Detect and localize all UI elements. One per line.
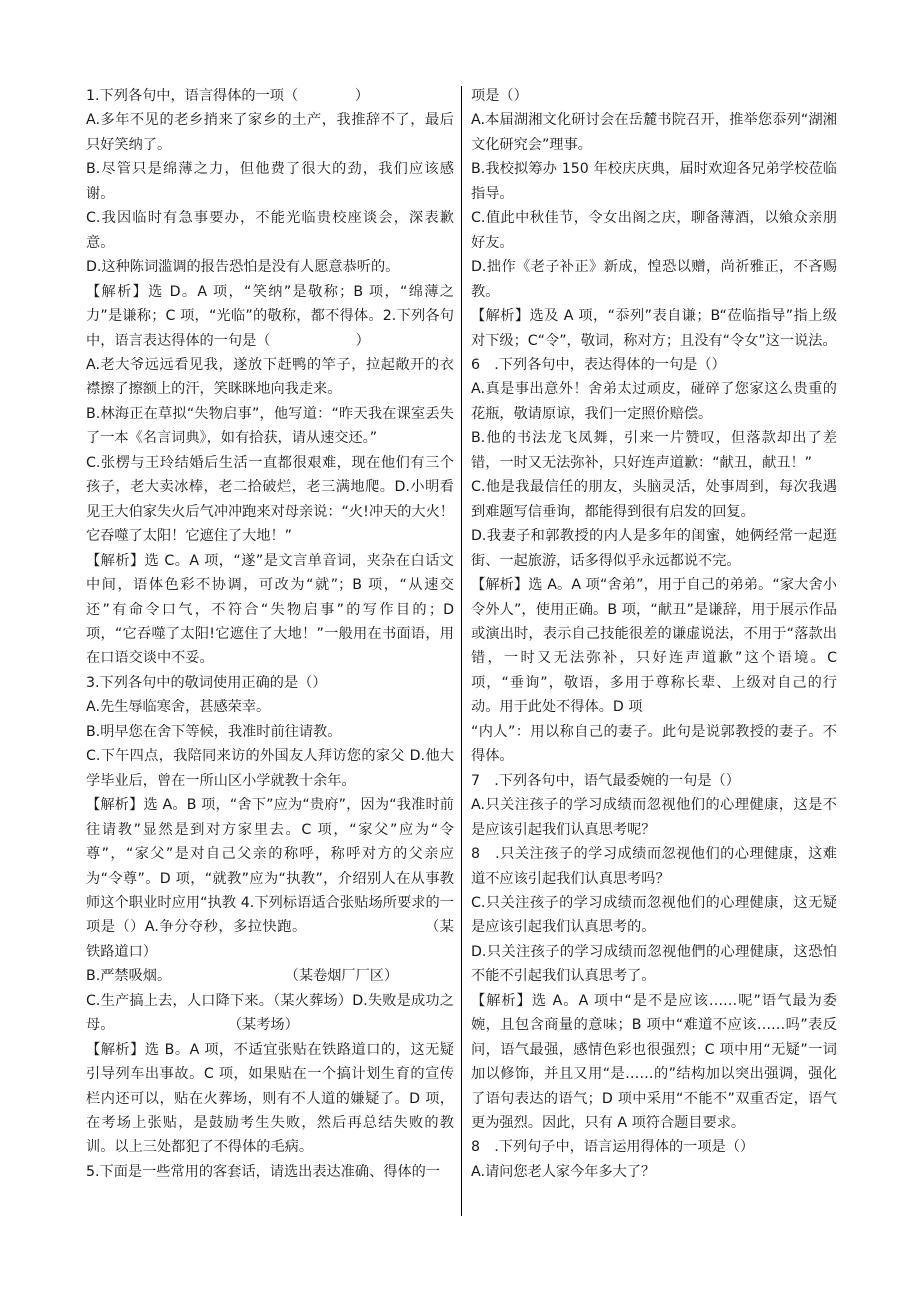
question-1-option-c: C.我因临时有急事要办，不能光临贵校座谈会，深表歉意。 bbox=[86, 210, 454, 251]
question-5-stem-cont: 项是（） bbox=[471, 88, 528, 104]
question-8-option-a: A.请问您老人家今年多大了？ bbox=[471, 1163, 656, 1180]
left-column bbox=[86, 84, 454, 1184]
question-7-analysis: 【解析】选 A。A 项中“是不是应该……呢”语气最为委婉，且包含商量的意味；B 项中“难道不应该……吗”表反问，语气最强，感情色彩也很强烈；C 项中用“无疑”一词加以修饰，并且又用“是……的”结构加以突出强调，强化了语句表达的语气；D 项中采用“不能不”双重否定，语气更为强烈。因此，只有 A 项符合题目要求。 bbox=[471, 992, 837, 1132]
question-4-option-b: B.严禁吸烟。 （某卷烟厂厂区） bbox=[86, 968, 399, 985]
question-3-stem: 3.下列各句中的敬词使用正确的是（） bbox=[86, 674, 327, 691]
question-1-stem: 1.下列各句中，语言得体的一项（ ） bbox=[86, 88, 370, 104]
question-2-option-a: A.老大爷远远看见我，遂放下赶鸭的竿子，拉起敞开的衣襟擦了擦额上的汗，笑眯眯地向我走来。 bbox=[86, 356, 454, 398]
question-2-option-b: B.林海正在草拟“失物启事”，他写道：“昨天我在课室丢失了一本《名言词典》，如有拾获，请从速交还。” bbox=[86, 405, 454, 447]
question-5-stem: 5.下面是一些常用的客套话，请选出表达准确、得体的一 bbox=[86, 1163, 441, 1180]
question-7-option-c: C.只关注孩子的学习成绩而忽视他们的心理健康，这无疑是应该引起我们认真思考的。 bbox=[471, 894, 837, 936]
question-3-analysis: 【解析】选 A。B 项，“舍下”应为“贵府”，因为“我准时前往请教”显然是到对方家里去。C 项，“家父”应为“令尊”，“家父”是对自己父亲的称呼，称呼对方的父亲应为“令尊”。D 项，“就教”应为“执教”，介绍别人在从事教师这个职业时应用“执教 4.下列标语适合张贴场所要求的一项是（）A.争分夺秒，多拉快跑。 （某铁路道口） bbox=[86, 797, 454, 960]
question-3-option-b: B.明早您在舍下等候，我准时前往请教。 bbox=[86, 723, 342, 740]
column-divider bbox=[461, 86, 462, 1216]
question-7-option-a: A.只关注孩子的学习成绩而忽视他们的心理健康，这是不是应该引起我们认真思考呢？ bbox=[471, 797, 837, 838]
question-5-option-d: D.拙作《老子补正》新成，惶恐以赠，尚祈雅正，不吝赐教。 bbox=[471, 259, 837, 300]
question-6-stem: 6 .下列各句中，表达得体的一句是（） bbox=[471, 356, 726, 373]
question-6-analysis: 【解析】选 A。A 项“舍弟”，用于自己的弟弟。“家大舍小令外人”，使用正确。B 项，“献丑”是谦辞，用于展示作品或演出时，表示自己技能很差的谦虚说法，不用于“落款出错，一时又无法弥补，只好连声道歉”这个语境。C 项，“垂询”，敬语，多用于尊称长辈、上级对自己的行动。用于此处不得体。D 项 bbox=[471, 577, 837, 716]
question-2-option-c: C.张楞与王玲结婚后生活一直都很艰难，现在他们有三个孩子，老大卖冰棒，老二拾破烂，老三满地爬。D.小明看见王大伯家失火后气冲冲跑来对母亲说：“火!冲天的大火！它吞噬了太阳！它遮住了大地！” bbox=[86, 454, 454, 545]
question-3-option-c: C.下午四点，我陪同来访的外国友人拜访您的家父 D.他大学毕业后，曾在一所山区小学就教十余年。 bbox=[86, 748, 454, 789]
right-column bbox=[471, 84, 837, 1184]
question-1-option-b: B.尽管只是绵薄之力，但他费了很大的劲，我们应该感谢。 bbox=[86, 161, 454, 202]
question-6-option-c: C.他是我最信任的朋友，头脑灵活，处事周到，每次我遇到难题写信垂询，都能得到很有启发的回复。 bbox=[471, 479, 837, 520]
question-5-option-a: A.本届湖湘文化研讨会在岳麓书院召开，推举您忝列“湖湘文化研究会”理事。 bbox=[471, 112, 837, 153]
question-7-stem: 7 .下列各句中，语气最委婉的一句是（） bbox=[471, 772, 740, 789]
question-5-analysis: 【解析】选及 A 项，“忝列”表自谦；B“莅临指导”指上级对下级；C“令”，敬词，称对方；且没有“令女”这一说法。 bbox=[471, 308, 837, 349]
question-5-option-b: B.我校拟筹办 150 年校庆庆典，届时欢迎各兄弟学校莅临指导。 bbox=[471, 161, 837, 202]
question-8-stem: 8 .下列句子中，语言运用得体的一项是（） bbox=[471, 1139, 755, 1156]
question-6-option-b: B.他的书法龙飞凤舞，引来一片赞叹，但落款却出了差错，一时又无法弥补，只好连声道歉：“献丑，献丑！” bbox=[471, 430, 837, 471]
question-6-analysis-cont: “内人”：用以称自己的妻子。此句是说郭教授的妻子。不得体。 bbox=[471, 723, 837, 765]
question-4-analysis: 【解析】选 B。A 项，不适宜张贴在铁路道口的，这无疑引导列车出事故。C 项，如果贴在一个搞计划生育的宣传栏内还可以，贴在火葬场，则有不人道的嫌疑了。D 项，在考场上张贴，是鼓励考生失败，然后再总结失败的教训。以上三处都犯了不得体的毛病。 bbox=[86, 1041, 454, 1156]
question-1-analysis: 【解析】选 D。A 项，“笑纳”是敬称；B 项，“绵薄之力”是谦称；C 项，“光临”的敬称，都不得体。2.下列各句中，语言表达得体的一句是（ ） bbox=[86, 283, 454, 349]
question-1-option-a: A.多年不见的老乡捎来了家乡的土产，我推辞不了，最后只好笑纳了。 bbox=[86, 112, 454, 153]
question-2-analysis: 【解析】选 C。A 项，“遂”是文言单音词，夹杂在白话文中间，语体色彩不协调，可改为“就”；B 项，“从速交还”有命令口气，不符合“失物启事”的写作目的；D 项，“它吞噬了太阳!它遮住了大地！”一般用在书面语，用在口语交谈中不妥。 bbox=[86, 552, 454, 667]
question-7-option-d: D.只关注孩子的学习成绩而忽视他們的心理健康，这恐怕不能不引起我们认真思考了。 bbox=[471, 943, 837, 985]
question-5-option-c: C.值此中秋佳节，令女出阁之庆，聊备薄酒，以飨众亲朋好友。 bbox=[471, 210, 837, 251]
question-4-option-c: C.生产搞上去，人口降下来。（某火葬场）D.失败是成功之母。 （某考场） bbox=[86, 992, 454, 1034]
question-6-option-a: A.真是事出意外！舍弟太过顽皮，碰碎了您家这么贵重的花瓶，敬请原谅，我们一定照价赔偿。 bbox=[471, 381, 837, 422]
question-6-option-d: D.我妻子和郭教授的内人是多年的闺蜜，她俩经常一起逛街、一起旅游，话多得似乎永远都说不完。 bbox=[471, 528, 837, 569]
question-7-option-b: 8 .只关注孩子的学习成绩而忽视他们的心理健康，这难道不应该引起我们认真思考吗？ bbox=[471, 846, 837, 887]
question-3-option-a: A.先生辱临寒舍，甚感荣幸。 bbox=[86, 699, 271, 716]
question-1-option-d: D.这种陈词滥调的报告恐怕是没有人愿意恭听的。 bbox=[86, 259, 400, 276]
